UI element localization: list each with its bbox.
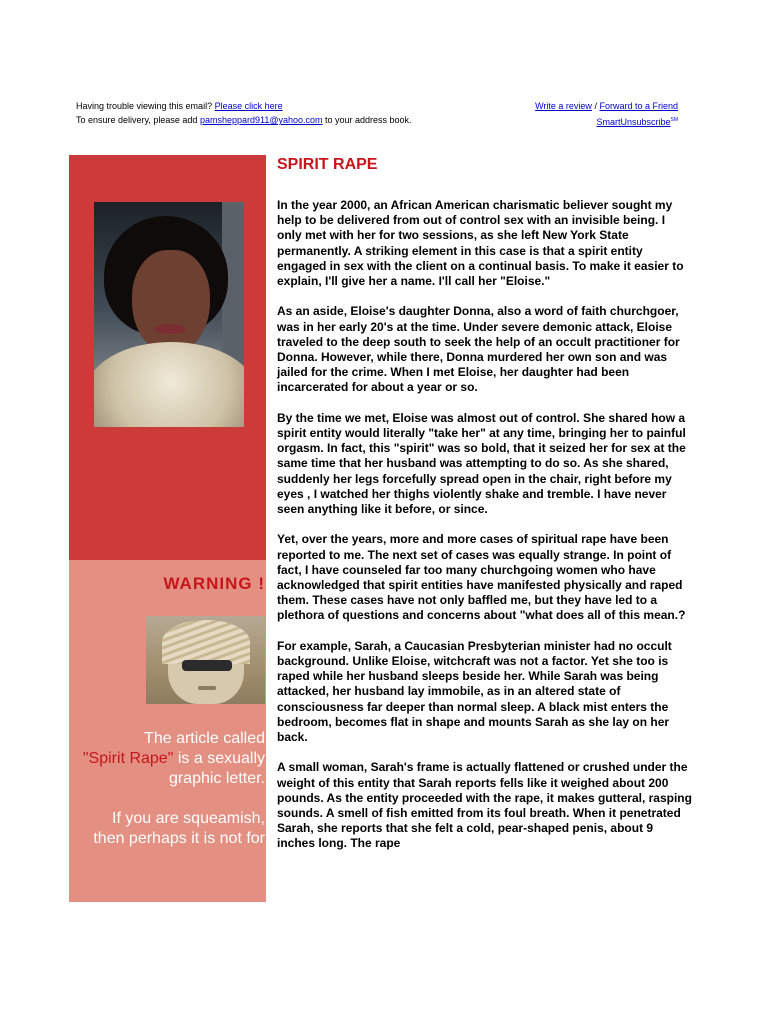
email-address-link[interactable]: pamsheppard911@yahoo.com (199, 115, 323, 125)
notice-paragraph-1 (77, 729, 265, 789)
sidebar (69, 155, 266, 902)
delivery-line (76, 113, 412, 127)
article (277, 155, 693, 867)
notice-paragraph-2 (77, 809, 265, 849)
unsubscribe-line (535, 113, 678, 129)
article-paragraph: For example, Sarah, a Caucasian Presbyterian minister had no occult background. Unlike Eloise, witchcraft was not a factor. Yet she too is raped while her husband sleeps beside her. While Sarah was being attacked, her husband lay immobile, as in an altered state of consciousness far deeper than normal sleep. A black mist enters the bedroom, becomes flat in shape and mounts Sarah as she lay on her back. (277, 638, 672, 745)
statue-mouth (198, 686, 216, 690)
article-paragraph: By the time we met, Eloise was almost out of control. She shared how a spirit entity would literally "take her" at any time, bringing her to painful orgasm. In fact, this "spirit" was so bold, that it seized her for sex at the same time that her husband was attempting to do so. As she shared, suddenly her legs forcefully spread open in the chair, right before my eyes , I watched her thighs violently shake and tremble. I have never seen anything like it before, or since. (277, 410, 686, 517)
photo-fur-collar (94, 342, 244, 427)
notice-article-title: "Spirit Rape" (82, 750, 174, 767)
warning-heading: WARNING ! (163, 574, 265, 593)
notice-text-2: If you are squeamish, then perhaps it is not for (93, 810, 265, 847)
forward-friend-link[interactable]: Forward to a Friend (599, 101, 678, 111)
write-review-link[interactable]: Write a review (535, 101, 592, 111)
click-here-link[interactable]: Please click here (214, 101, 283, 111)
article-paragraph: As an aside, Eloise's daughter Donna, also a word of faith churchgoer, was in her early 20's at the time. Under severe demonic attack, Eloise traveled to the deep south to seek the help of an occult practitioner for Donna. However, while there, Donna murdered her own son and was jailed for the crime. When I met Eloise, her daughter had been incarcerated for about a year or so. (277, 304, 680, 395)
statue-scarf (162, 620, 250, 664)
warning-notice (77, 729, 265, 869)
article-paragraph: Yet, over the years, more and more cases of spiritual rape have been reported to me. The next set of cases was equally strange. In point of fact, I have counseled far too many churchgoing women who have acknowledged that spirit entities have manifested physically and raped them. These cases have not only baffled me, but they have led to a plethora of questions and concerns about "what does all of this mean.? (277, 532, 686, 623)
article-paragraph: A small woman, Sarah's frame is actually flattened or crushed under the weight of this entity that Sarah reports fells like it weighed about 200 pounds. As the entity proceeded with the rape, it makes gutteral, rasping sounds. A smell of fish emitted from its foul breath. When it penetrated Sarah, she reports that she felt a cold, pear-shaped penis, about 9 inches long. The rape (277, 760, 692, 851)
delivery-prefix: To ensure delivery, please add (76, 115, 198, 125)
article-body (277, 198, 693, 852)
article-paragraph: In the year 2000, an African American charismatic believer sought my help to be delivered from out of control sex with an invisible being. I only met with her for two sessions, as she left New York State permanently. A striking element in this case is that a spirit entity engaged in sex with the client on a continual basis. To make it easier to explain, I'll give her a name. I'll call her "Eloise." (277, 198, 684, 289)
notice-pre: The article called (144, 730, 265, 747)
link-separator: / (594, 101, 597, 111)
email-header-right (535, 99, 678, 129)
photo-lips (154, 324, 186, 334)
author-photo (94, 202, 244, 427)
photo-face (132, 250, 210, 354)
delivery-suffix: to your address book. (325, 115, 412, 125)
notice-post: is a sexually graphic letter. (168, 750, 265, 787)
trouble-viewing-line (76, 99, 412, 113)
service-mark: SM (670, 117, 678, 123)
review-forward-line (535, 99, 678, 113)
statue-image (146, 616, 265, 704)
trouble-text: Having trouble viewing this email? (76, 101, 213, 111)
statue-sunglasses (182, 660, 232, 671)
smart-unsubscribe-link[interactable]: SmartUnsubscribe (596, 117, 671, 127)
article-title: SPIRIT RAPE (277, 156, 378, 173)
email-header-left (76, 99, 412, 127)
